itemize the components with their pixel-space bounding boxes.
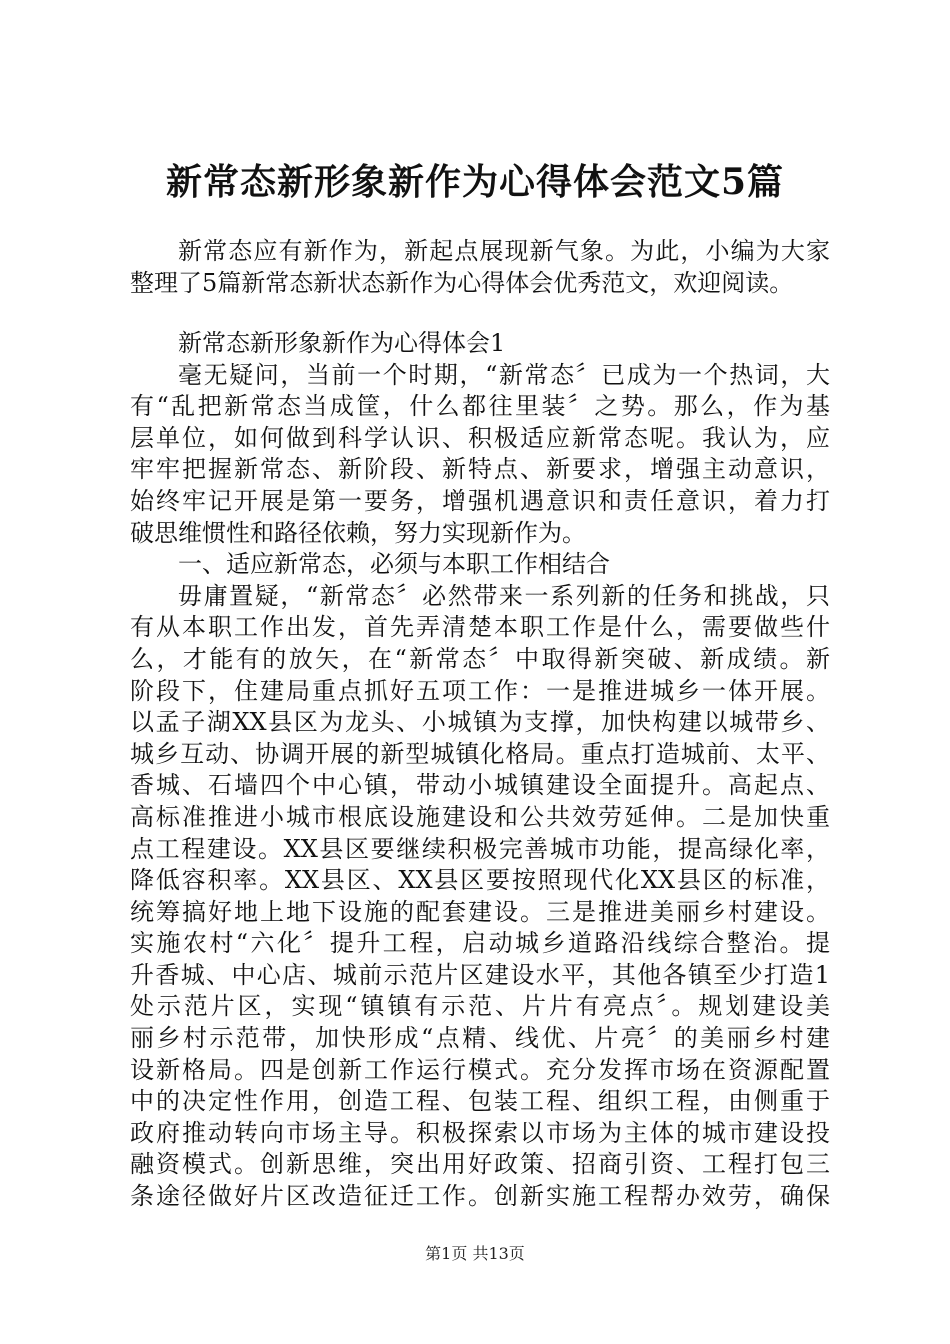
document-title: 新常态新形象新作为心得体会范文5篇: [165, 161, 785, 203]
paragraph-line: 始终牢记开展是第一要务，增强机遇意识和责任意识，着力打: [130, 486, 830, 515]
paragraph-line: 升香城、中心店、城前示范片区建设水平，其他各镇至少打造1: [130, 960, 830, 989]
paragraph-line: 么，才能有的放矢，在“新常态〞中取得新突破、新成绩。新: [130, 644, 830, 673]
intro-line: 新常态应有新作为，新起点展现新气象。为此，小编为大家: [178, 237, 830, 265]
paragraph-line: 以孟子湖XX县区为龙头、小城镇为支撑，加快构建以城带乡、: [130, 708, 830, 737]
paragraph-line: 设新格局。四是创新工作运行模式。充分发挥市场在资源配置: [130, 1055, 830, 1084]
paragraph-line: 城乡互动、协调开展的新型城镇化格局。重点打造城前、太平、: [130, 739, 830, 768]
paragraph-line: 实施农村“六化〞提升工程，启动城乡道路沿线综合整治。提: [130, 929, 830, 958]
paragraph-line: 中的决定性作用，创造工程、包装工程、组织工程，由侧重于: [130, 1087, 830, 1116]
paragraph-1: [130, 360, 830, 550]
paragraph-2: [130, 581, 830, 1213]
paragraph-line: 破思维惯性和路径依赖，努力实现新作为。: [130, 518, 586, 547]
intro-paragraph: [130, 236, 830, 299]
paragraph-line: 毫无疑问，当前一个时期，“新常态〞已成为一个热词，大: [178, 360, 830, 389]
subheading: 一、适应新常态，必须与本职工作相结合: [178, 550, 610, 579]
paragraph-line: 有从本职工作出发，首先弄清楚本职工作是什么，需要做些什: [130, 613, 830, 642]
section-heading: 新常态新形象新作为心得体会1: [178, 329, 506, 357]
paragraph-line: 毋庸置疑，“新常态〞必然带来一系列新的任务和挑战，只: [178, 581, 830, 610]
intro-line: 整理了5篇新常态新状态新作为心得体会优秀范文，欢迎阅读。: [130, 268, 794, 297]
paragraph-line: 有“乱把新常态当成筐，什么都往里装〞之势。那么，作为基: [130, 392, 830, 421]
paragraph-line: 处示范片区，实现“镇镇有示范、片片有亮点〞。规划建设美: [130, 992, 830, 1021]
paragraph-line: 丽乡村示范带，加快形成“点精、线优、片亮〞的美丽乡村建: [130, 1024, 830, 1053]
page-footer: 第1页 共13页: [425, 1244, 525, 1263]
paragraph-line: 阶段下，住建局重点抓好五项工作：一是推进城乡一体开展。: [130, 676, 830, 705]
paragraph-line: 融资模式。创新思维，突出用好政策、招商引资、工程打包三: [130, 1150, 830, 1179]
paragraph-line: 点工程建设。XX县区要继续积极完善城市功能，提高绿化率，: [130, 834, 830, 863]
paragraph-line: 条途径做好片区改造征迁工作。创新实施工程帮办效劳，确保: [130, 1182, 830, 1211]
article-body: [130, 328, 830, 1213]
paragraph-line: 统筹搞好地上地下设施的配套建设。三是推进美丽乡村建设。: [130, 897, 830, 926]
paragraph-line: 政府推动转向市场主导。积极探索以市场为主体的城市建设投: [130, 1118, 830, 1147]
paragraph-line: 高标准推进小城市根底设施建设和公共效劳延伸。二是加快重: [130, 802, 830, 831]
paragraph-line: 降低容积率。XX县区、XX县区要按照现代化XX县区的标准，: [130, 866, 830, 895]
paragraph-line: 香城、石墙四个中心镇，带动小城镇建设全面提升。高起点、: [130, 771, 830, 800]
paragraph-line: 层单位，如何做到科学认识、积极适应新常态呢。我认为，应: [130, 423, 830, 452]
paragraph-line: 牢牢把握新常态、新阶段、新特点、新要求，增强主动意识，: [130, 455, 830, 484]
